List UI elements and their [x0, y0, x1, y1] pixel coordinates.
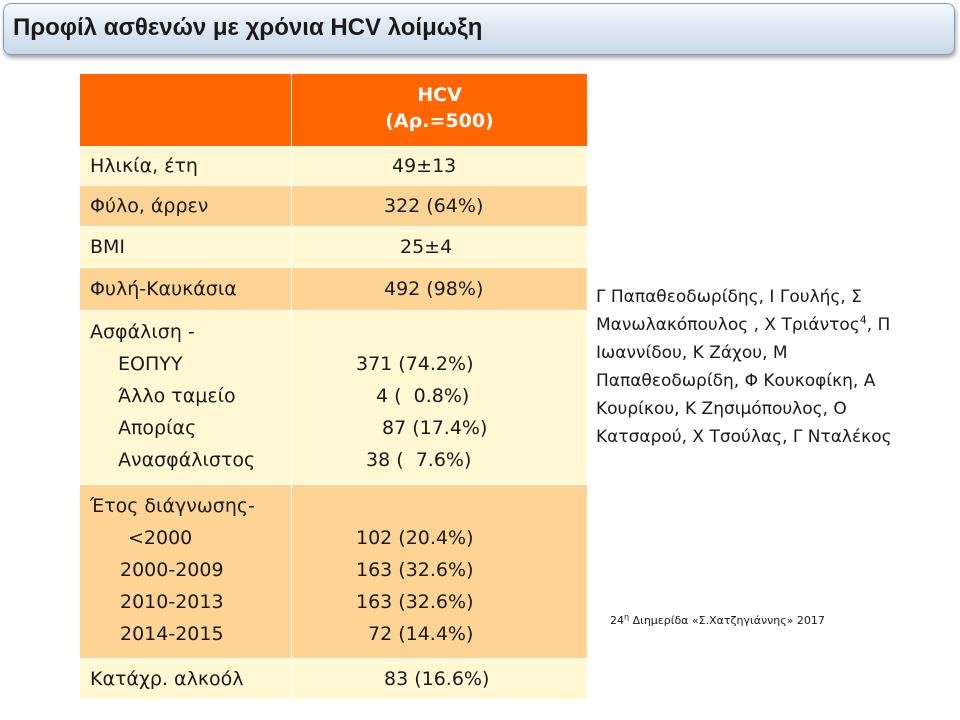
header-hcv: HCV: [417, 84, 462, 106]
title-bar: [3, 3, 955, 55]
header-label-cell: [80, 74, 292, 147]
diagnosis-item-label: 2010-2013: [120, 591, 224, 613]
insurance-item-value: 371 (74.2%): [356, 353, 474, 375]
insurance-item-label: Απορίας: [118, 417, 197, 439]
diagnosis-item-label: <2000: [128, 527, 193, 549]
row-label-age: Ηλικία, έτη: [80, 147, 292, 186]
diagnosis-item-value: 163 (32.6%): [356, 559, 474, 581]
insurance-item-label: ΕΟΠΥΥ: [118, 353, 183, 375]
diagnosis-item-value: 163 (32.6%): [356, 591, 474, 613]
insurance-labels: [80, 311, 292, 485]
diagnosis-item-value: 102 (20.4%): [356, 527, 474, 549]
table-row: [80, 186, 588, 227]
diagnosis-item-value: 72 (14.4%): [368, 623, 474, 645]
row-label-alcohol: Κατάχρ. αλκοόλ: [80, 659, 292, 700]
insurance-values: [292, 311, 588, 485]
diagnosis-item-label: 2014-2015: [120, 623, 224, 645]
table-row-diagnosis-year: [80, 485, 588, 659]
insurance-item-value: 38 ( 7.6%): [366, 449, 472, 471]
diagnosis-labels: [80, 485, 292, 659]
row-label-bmi: BMI: [80, 227, 292, 268]
insurance-item-value: 87 (17.4%): [382, 417, 488, 439]
table-row: [80, 659, 588, 700]
row-label-race: Φυλή-Καυκάσια: [80, 268, 292, 311]
author-list: Γ Παπαθεοδωρίδης, Ι Γουλής, Σ Μανωλακόπουλος , Χ Τριάντος$^4$, Π Ιωαννίδου, Κ Ζάχου, Μ Παπαθεοδωρίδη, Φ Κουκοφίκη, Α Κουρίκου, Κ Ζησιμόπουλος, Ο Κατσαρού, Χ Τσούλας, Γ Νταλέκος: [596, 287, 892, 447]
table-row: [80, 227, 588, 268]
row-label-sex: Φύλο, άρρεν: [80, 186, 292, 227]
insurance-item-label: Άλλο ταμείο: [118, 385, 236, 407]
author-superscript: 4: [859, 313, 867, 327]
table-row: [80, 147, 588, 186]
patient-profile-table: [79, 73, 588, 700]
table-header-row: [80, 74, 588, 147]
insurance-item-label: Ανασφάλιστος: [118, 449, 256, 471]
header-value-cell: [292, 74, 588, 147]
row-value-bmi: 25±4: [292, 227, 588, 268]
slide-title: Προφίλ ασθενών με χρόνια HCV λοίμωξη: [13, 14, 483, 41]
row-value-race: 492 (98%): [292, 268, 588, 311]
header-count: (Αρ.=500): [385, 110, 494, 132]
diagnosis-values: [292, 485, 588, 659]
diagnosis-item-label: 2000-2009: [120, 559, 224, 581]
row-value-sex: 322 (64%): [292, 186, 588, 227]
insurance-heading: Ασφάλιση -: [90, 321, 195, 343]
row-value-age: 49±13: [292, 147, 588, 186]
insurance-item-value: 4 ( 0.8%): [376, 385, 470, 407]
table-row-insurance: [80, 311, 588, 485]
table-row: [80, 268, 588, 311]
row-value-alcohol: 83 (16.6%): [292, 659, 588, 700]
diagnosis-heading: Έτος διάγνωσης-: [90, 495, 255, 517]
event-footnote: $24^\eta$ Διημερίδα «Σ.Χατζηγιάννης» 2017: [610, 612, 825, 627]
